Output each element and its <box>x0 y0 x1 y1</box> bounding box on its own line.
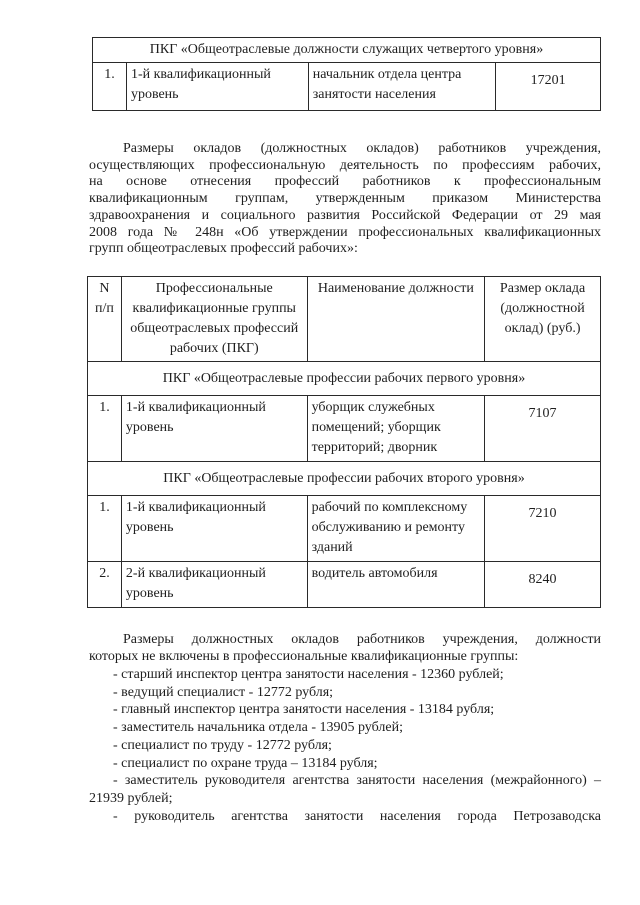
table-row <box>88 496 601 562</box>
list-item: - специалист по труду - 12772 рубля; <box>113 737 332 753</box>
paragraph-line: квалификационным группам, утвержденным приказом Министерства <box>89 191 601 207</box>
position-name: уборщик служебных помещений; уборщик территорий; дворник <box>307 396 485 462</box>
group-header: ПКГ «Общеотраслевые профессии рабочих первого уровня» <box>88 362 601 396</box>
list-item: - ведущий специалист - 12772 рубля; <box>113 684 334 700</box>
table-row <box>93 63 601 111</box>
table-pkg-employees-level4 <box>92 37 601 111</box>
salary-value: 17201 <box>496 63 601 111</box>
header-position: Наименование должности <box>307 277 485 362</box>
group-header: ПКГ «Общеотраслевые профессии рабочих второго уровня» <box>88 462 601 496</box>
paragraph-line: 2008 года № 248н «Об утверждении профессиональных квалификационных <box>89 224 601 240</box>
row-number: 1. <box>93 63 127 111</box>
paragraph-line: групп общеотраслевых профессий рабочих»: <box>89 241 358 257</box>
qualification-level: 2-й квалификационный уровень <box>121 562 307 608</box>
list-item: - руководитель агентства занятости населения города Петрозаводска <box>113 808 601 824</box>
salary-value: 7107 <box>485 396 601 462</box>
list-item: - заместитель начальника отдела - 13905 рублей; <box>113 720 403 736</box>
paragraph-line: которых не включены в профессиональные квалификационные группы: <box>89 648 519 664</box>
table-pkg-workers <box>87 276 601 608</box>
row-number: 1. <box>88 396 122 462</box>
salary-value: 7210 <box>485 496 601 562</box>
list-item: - старший инспектор центра занятости населения - 12360 рублей; <box>113 667 504 682</box>
position-name: начальник отдела центра занятости населения <box>308 63 496 111</box>
paragraph-workers-salaries <box>89 141 601 258</box>
list-item: - заместитель руководителя агентства занятости населения (межрайонного) – 21939 рублей; <box>89 773 601 806</box>
list-item: - специалист по охране труда – 13184 рубля; <box>113 755 378 771</box>
qualification-level: 1-й квалификационный уровень <box>121 496 307 562</box>
paragraph-other-positions <box>89 632 601 665</box>
positions-list <box>89 666 601 825</box>
paragraph-line: на основе отнесения профессий работников к профессиональным <box>89 174 601 190</box>
paragraph-line: здравоохранения и социального развития Российской Федерации от 29 мая <box>89 207 601 223</box>
paragraph-line: Размеры должностных окладов работников учреждения, должности <box>123 632 601 647</box>
header-group: Профессиональные квалификационные группы общеотраслевых профессий рабочих (ПКГ) <box>121 277 307 362</box>
table-row <box>88 562 601 608</box>
table-row <box>88 396 601 462</box>
position-name: рабочий по комплексному обслуживанию и ремонту зданий <box>307 496 485 562</box>
paragraph-line: осуществляющих профессиональную деятельность по профессиям рабочих, <box>89 157 601 173</box>
header-num: N п/п <box>88 277 122 362</box>
list-item: - главный инспектор центра занятости населения - 13184 рубля; <box>113 702 495 718</box>
group-header: ПКГ «Общеотраслевые должности служащих четвертого уровня» <box>93 38 601 63</box>
salary-value: 8240 <box>485 562 601 608</box>
table-header-row <box>88 277 601 362</box>
position-name: водитель автомобиля <box>307 562 485 608</box>
row-number: 1. <box>88 496 122 562</box>
row-number: 2. <box>88 562 122 608</box>
header-salary: Размер оклада (должностной оклад) (руб.) <box>485 277 601 362</box>
paragraph-line: Размеры окладов (должностных окладов) работников учреждения, <box>123 141 601 156</box>
qualification-level: 1-й квалификационный уровень <box>126 63 308 111</box>
qualification-level: 1-й квалификационный уровень <box>121 396 307 462</box>
